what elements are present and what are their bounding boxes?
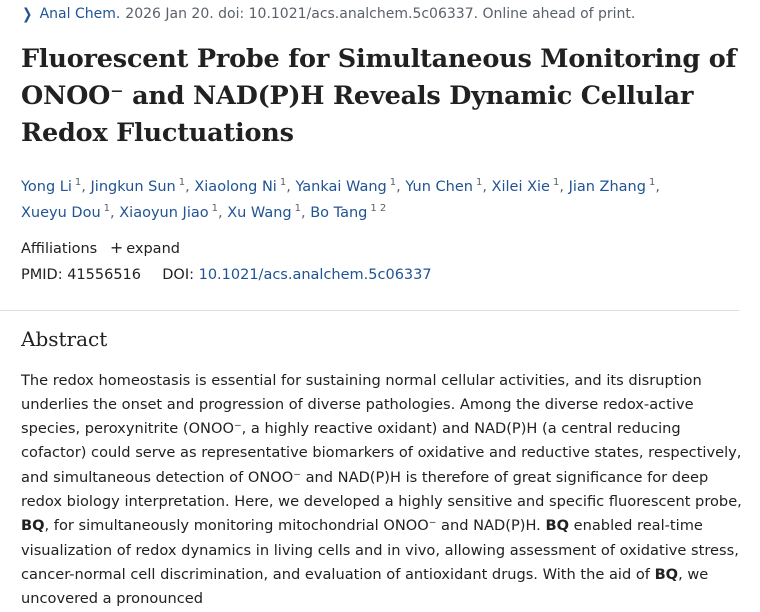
affiliation-number[interactable]: 1 (294, 203, 301, 215)
affiliation-number[interactable]: 1 (103, 203, 111, 215)
affiliations-row (21, 236, 746, 261)
author-link[interactable]: Jingkun Sun $^1$ (90, 177, 186, 195)
affiliation-number[interactable]: 1 (475, 177, 483, 189)
author-link[interactable]: Yankai Wang $^1$ (295, 177, 397, 195)
section-divider (0, 310, 739, 311)
abstract-segment: , for simultaneously monitoring mitochondrial ONOO⁻ and NAD(P)H. (44, 517, 546, 535)
affiliation-number[interactable]: 1 (279, 177, 287, 189)
article-title: Fluorescent Probe for Simultaneous Monitoring of ONOO⁻ and NAD(P)H Reveals Dynamic Cellular Redox Fluctuations (21, 44, 737, 148)
affiliation-number[interactable]: 1 (552, 177, 560, 189)
author-link[interactable]: Jian Zhang $^1$ (568, 177, 656, 195)
probe-name: BQ (545, 517, 569, 535)
probe-name: BQ (21, 517, 45, 535)
abstract-segment: enabled real-time visualization of redox dynamics in living cells and in vivo, allowing assessment of oxidative stress, cancer-normal cell discrimination, and evaluation of antioxidant drugs. With the aid of (21, 517, 739, 583)
author-list: Yong Li $^1$, Jingkun Sun $^1$, Xiaolong Ni $^1$, Yankai Wang $^1$, Yun Chen $^1$, Xilei Xie $^1$, Jian Zhang $^1$, Xueyu Dou $^1$, Xiaoyun Jiao $^1$, Xu Wang $^1$, Bo Tang $^{1 2}$ (21, 177, 660, 221)
journal-link[interactable]: Anal Chem. (39, 6, 121, 22)
author-link[interactable]: Xiaolong Ni $^1$ (194, 177, 287, 195)
expand-label: expand (126, 241, 180, 257)
probe-name: BQ (654, 565, 679, 583)
author-link[interactable]: Xueyu Dou $^1$ (21, 203, 111, 221)
doi-link[interactable]: 10.1021/acs.analchem.5c06337 (198, 267, 432, 283)
affiliation-number[interactable]: 1 (211, 203, 218, 215)
author-link[interactable]: Bo Tang $^{1 2}$ (310, 203, 387, 221)
abstract-segment: , we uncovered a pronounced (21, 565, 709, 608)
journal-line (21, 4, 746, 24)
affiliation-number[interactable]: 1 (648, 177, 656, 189)
affiliations-expand-button[interactable] (109, 238, 180, 257)
affiliations-label: Affiliations (21, 241, 98, 257)
affiliation-number[interactable]: 1 (74, 177, 82, 189)
abstract-text (21, 369, 746, 612)
pmid-value: 41556516 (67, 267, 142, 283)
pmid-label: PMID: (21, 267, 63, 283)
affiliation-number[interactable]: 1 2 (370, 203, 387, 215)
author-link[interactable]: Yun Chen $^1$ (405, 177, 483, 195)
citation-text: 2026 Jan 20. doi: 10.1021/acs.analchem.5c06337. Online ahead of print. (125, 6, 636, 22)
article-page (21, 0, 746, 612)
affiliation-number[interactable]: 1 (389, 177, 397, 189)
abstract-paragraph (21, 369, 746, 612)
abstract-heading: Abstract (21, 327, 108, 351)
identifiers-row (21, 263, 746, 287)
abstract-segment: The redox homeostasis is essential for sustaining normal cellular activities, and its disruption underlies the onset and progression of diverse pathologies. Among the diverse redox-active species, peroxynitrite (ONOO⁻, a highly reactive oxidant) and NAD(P)H (a central reducing cofactor) could serve as representative biomarkers of oxidative and reductive states, respectively, and simultaneous detection of ONOO⁻ and NAD(P)H is therefore of great significance for deep redox biology interpretation. Here, we developed a highly sensitive and specific fluorescent probe, (21, 371, 742, 511)
author-link[interactable]: Xiaoyun Jiao $^1$ (119, 203, 218, 221)
doi-label: DOI: (162, 267, 194, 283)
author-link[interactable]: Xilei Xie $^1$ (491, 177, 560, 195)
author-link[interactable]: Yong Li $^1$ (21, 177, 82, 195)
affiliation-number[interactable]: 1 (178, 177, 186, 189)
author-link[interactable]: Xu Wang $^1$ (227, 203, 301, 221)
chevron-right-icon[interactable]: ❯ (22, 5, 33, 23)
plus-icon: + (109, 238, 124, 257)
